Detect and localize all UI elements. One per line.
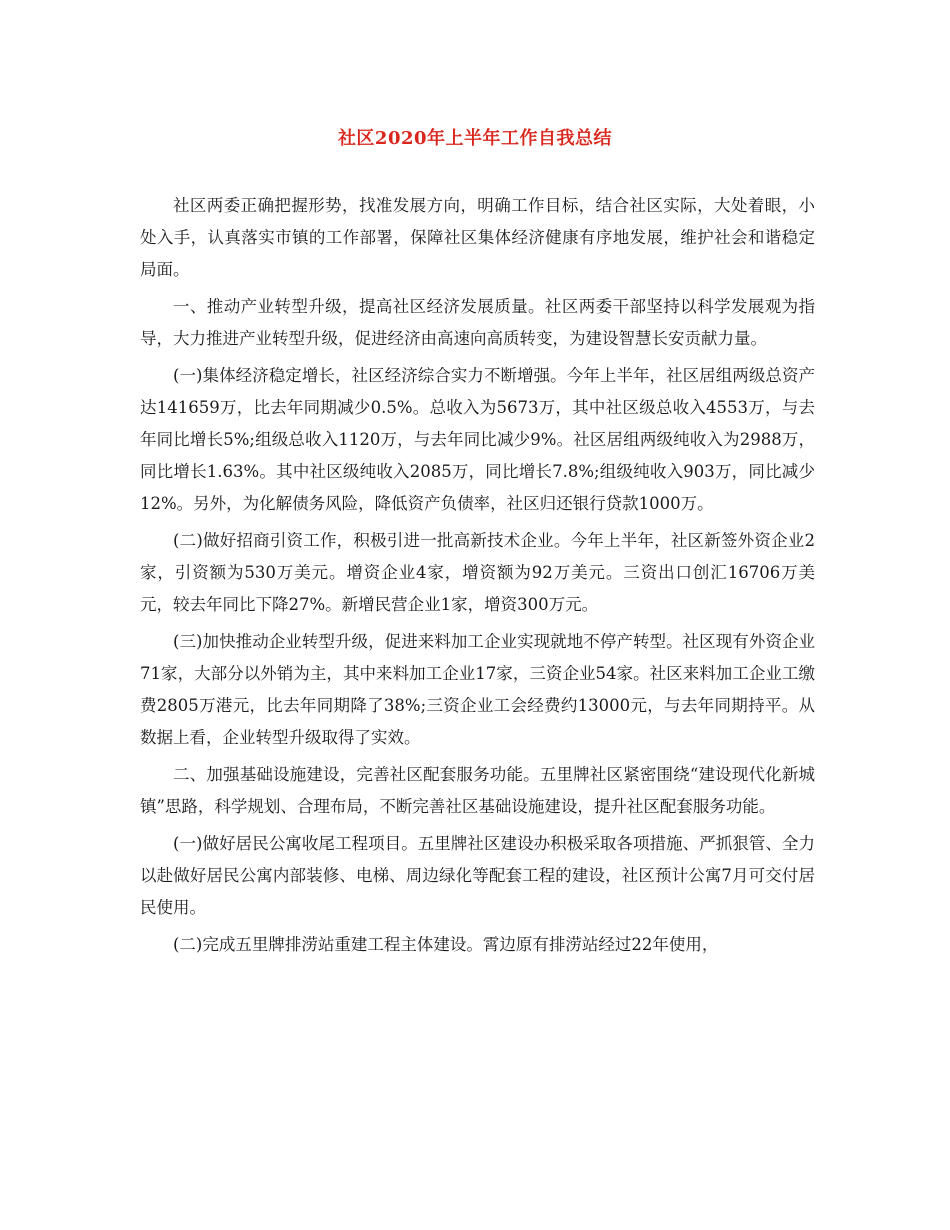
paragraph-intro: 社区两委正确把握形势，找准发展方向，明确工作目标，结合社区实际，大处着眼，小处入手，认真落实市镇的工作部署，保障社区集体经济健康有序地发展，维护社会和谐稳定局面。: [140, 196, 815, 279]
paragraph-section-1-item-3: (三)加快推动企业转型升级，促进来料加工企业实现就地不停产转型。社区现有外资企业71家，大部分以外销为主，其中来料加工企业17家，三资企业54家。社区来料加工企业工缴费2805万港元，比去年同期降了38%;三资企业工会经费约13000元，与去年同期持平。从数据上看，企业转型升级取得了实效。: [140, 632, 815, 747]
paragraph-section-2: 二、加强基础设施建设，完善社区配套服务功能。五里牌社区紧密围绕“建设现代化新城镇”思路，科学规划、合理布局，不断完善社区基础设施建设，提升社区配套服务功能。: [140, 765, 815, 816]
paragraph-section-2-item-2: (二)完成五里牌排涝站重建工程主体建设。霄边原有排涝站经过22年使用，: [173, 935, 719, 954]
paragraph-section-2-item-1: (一)做好居民公寓收尾工程项目。五里牌社区建设办积极采取各项措施、严抓狠管、全力以赴做好居民公寓内部装修、电梯、周边绿化等配套工程的建设，社区预计公寓7月可交付居民使用。: [140, 834, 815, 917]
document-title: 社区2020年上半年工作自我总结: [337, 128, 613, 149]
paragraph-section-1-item-1: (一)集体经济稳定增长，社区经济综合实力不断增强。今年上半年，社区居组两级总资产达141659万，比去年同期减少0.5%。总收入为5673万，其中社区级总收入4553万，与去年同比增长5%;组级总收入1120万，与去年同比减少9%。社区居组两级纯收入为2988万，同比增长1.63%。其中社区级纯收入2085万，同比增长7.8%;组级纯收入903万，同比减少12%。另外，为化解债务风险，降低资产负债率，社区归还银行贷款1000万。: [140, 366, 815, 513]
paragraph-section-1: 一、推动产业转型升级，提高社区经济发展质量。社区两委干部坚持以科学发展观为指导，大力推进产业转型升级，促进经济由高速向高质转变，为建设智慧长安贡献力量。: [140, 297, 815, 348]
document-body: [140, 190, 815, 966]
paragraph-section-1-item-2: (二)做好招商引资工作，积极引进一批高新技术企业。今年上半年，社区新签外资企业2家，引资额为530万美元。增资企业4家，增资额为92万美元。三资出口创汇16706万美元，较去年同比下降27%。新增民营企业1家，增资300万元。: [140, 531, 815, 614]
